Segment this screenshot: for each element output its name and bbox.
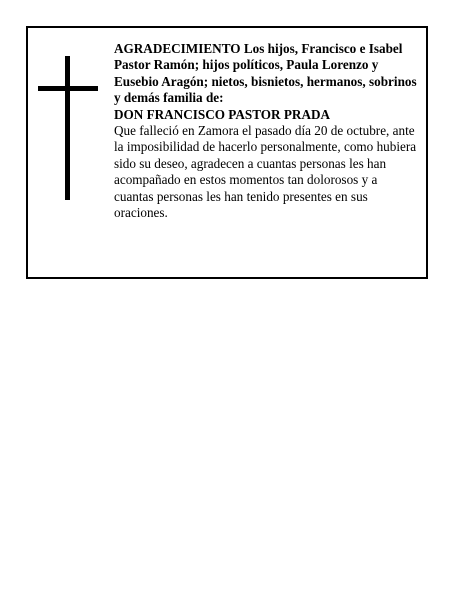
cross-horizontal-bar xyxy=(38,86,98,91)
obituary-notice-box xyxy=(26,26,428,279)
cross-icon xyxy=(38,56,98,200)
cross-vertical-bar xyxy=(65,56,70,200)
deceased-name: DON FRANCISCO PASTOR PRADA xyxy=(114,106,331,122)
notice-text-column xyxy=(114,41,420,221)
notice-heading: AGRADECIMIENTO Los hijos, Francisco e Isabel Pastor Ramón; hijos políticos, Paula Lorenzo y Eusebio Aragón; nietos, bisnietos, hermanos, sobrinos y demás familia de: xyxy=(114,41,417,106)
notice-body: Que falleció en Zamora el pasado día 20 de octubre, ante la imposibilidad de hacerlo personalmente, como hubiera sido su deseo, agradecen a cuantas personas les han acompañado en estos momentos tan dolorosos y a cuantas personas les han tenido presentes en sus oraciones. xyxy=(114,123,417,221)
